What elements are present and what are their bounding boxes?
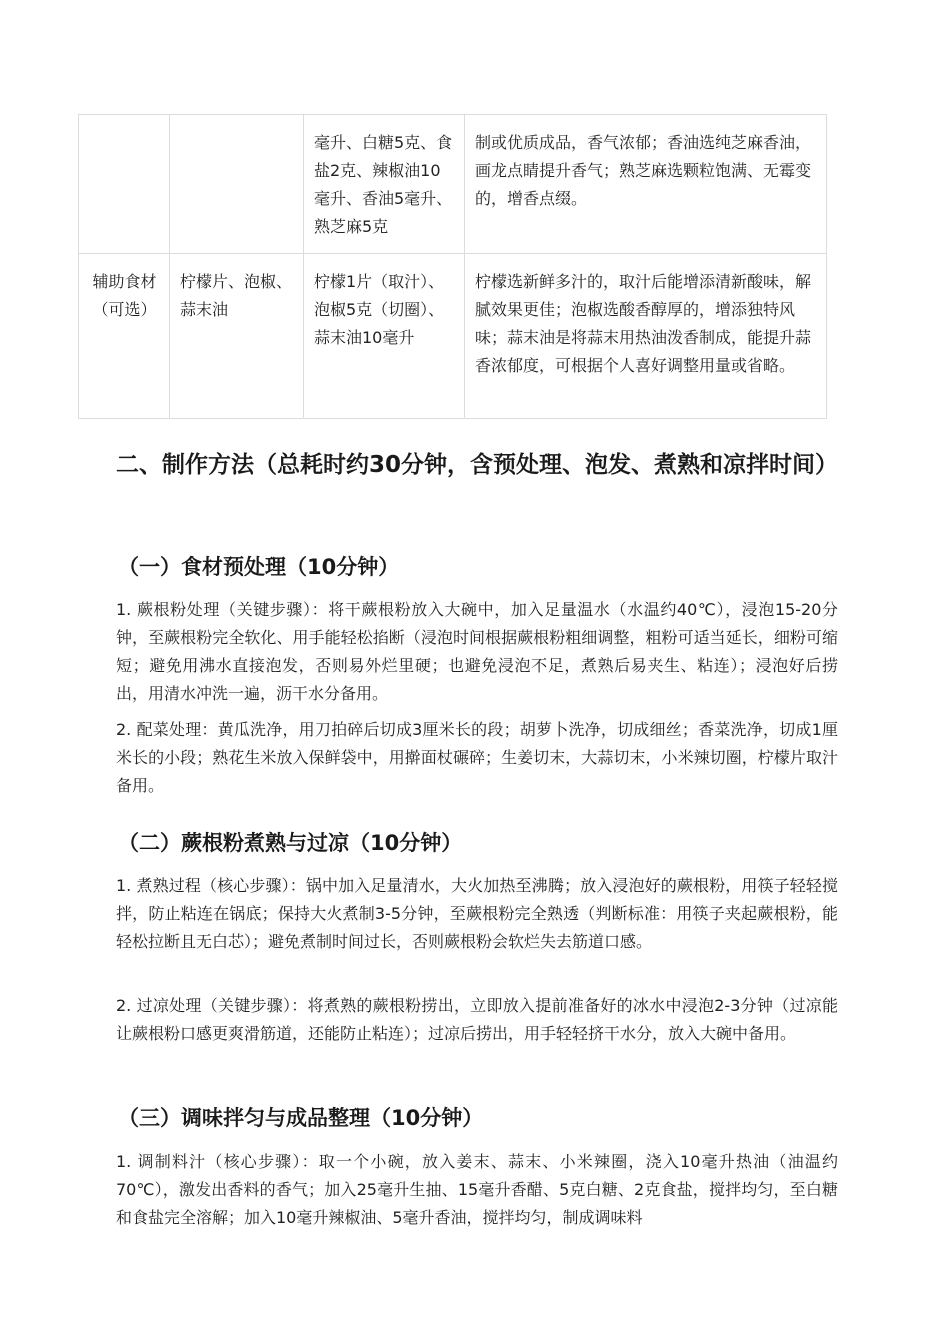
table-cell: 柠檬片、泡椒、蒜末油 [170, 254, 304, 419]
table-cell: 柠檬1片（取汁）、泡椒5克（切圈）、蒜末油10毫升 [304, 254, 465, 419]
subsection-title: （一）食材预处理（10分钟） [118, 555, 400, 579]
paragraph: 2. 过凉处理（关键步骤）：将煮熟的蕨根粉捞出，立即放入提前准备好的冰水中浸泡2-3分钟（过凉能让蕨根粉口感更爽滑筋道，还能防止粘连）；过凉后捞出，用手轻轻挤干水分，放入大碗中备用。 [116, 996, 838, 1043]
table-cell: 毫升、白糖5克、食盐2克、辣椒油10毫升、香油5毫升、熟芝麻5克 [304, 115, 465, 254]
table-row [79, 254, 827, 419]
table-cell: 柠檬选新鲜多汁的，取汁后能增添清新酸味，解腻效果更佳；泡椒选酸香醇厚的，增添独特风味；蒜末油是将蒜末用热油泼香制成，能提升蒜香浓郁度，可根据个人喜好调整用量或省略。 [465, 254, 827, 419]
paragraph: 1. 煮熟过程（核心步骤）：锅中加入足量清水，大火加热至沸腾；放入浸泡好的蕨根粉，用筷子轻轻搅拌，防止粘连在锅底；保持大火煮制3-5分钟，至蕨根粉完全熟透（判断标准：用筷子夹起蕨根粉，能轻松拉断且无白芯）；避免煮制时间过长，否则蕨根粉会软烂失去筋道口感。 [116, 876, 838, 951]
ingredient-table [78, 114, 827, 419]
table-cell: 制或优质成品，香气浓郁；香油选纯芝麻香油，画龙点睛提升香气；熟芝麻选颗粒饱满、无霉变的，增香点缀。 [465, 115, 827, 254]
paragraph: 2. 配菜处理：黄瓜洗净，用刀拍碎后切成3厘米长的段；胡萝卜洗净，切成细丝；香菜洗净，切成1厘米长的小段；熟花生米放入保鲜袋中，用擀面杖碾碎；生姜切末，大蒜切末，小米辣切圈，柠檬片取汁备用。 [116, 720, 838, 795]
subsection-title: （二）蕨根粉煮熟与过凉（10分钟） [118, 831, 463, 855]
paragraph: 1. 蕨根粉处理（关键步骤）：将干蕨根粉放入大碗中，加入足量温水（水温约40℃），浸泡15-20分钟，至蕨根粉完全软化、用手能轻松掐断（浸泡时间根据蕨根粉粗细调整，粗粉可适当延长，细粉可缩短；避免用沸水直接泡发，否则易外烂里硬；也避免浸泡不足，煮熟后易夹生、粘连）；浸泡好后捞出，用清水冲洗一遍，沥干水分备用。 [116, 600, 838, 703]
table-cell: 辅助食材（可选） [79, 254, 170, 419]
section-title: 二、制作方法（总耗时约30分钟，含预处理、泡发、煮熟和凉拌时间） [116, 452, 839, 478]
paragraph: 1. 调制料汁（核心步骤）：取一个小碗，放入姜末、蒜末、小米辣圈，浇入10毫升热油（油温约70℃），激发出香料的香气；加入25毫升生抽、15毫升香醋、5克白糖、2克食盐，搅拌均匀，至白糖和食盐完全溶解；加入10毫升辣椒油、5毫升香油，搅拌均匀，制成调味料 [116, 1152, 838, 1227]
table-row [79, 115, 827, 254]
table-cell [79, 115, 170, 254]
table-cell [170, 115, 304, 254]
subsection-title: （三）调味拌匀与成品整理（10分钟） [118, 1106, 484, 1130]
